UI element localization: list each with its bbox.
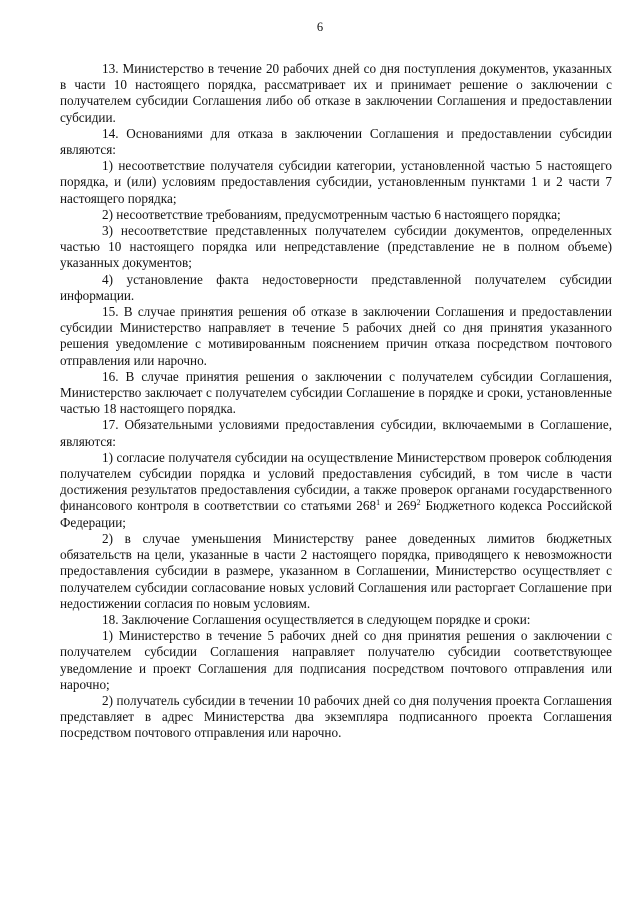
paragraph-17: 17. Обязательными условиями предоставления субсидии, включаемыми в Соглашение, являются: xyxy=(60,417,612,449)
paragraph-17-item-1-text-c: Бюджетного кодекса Российской Федерации; xyxy=(60,498,612,530)
paragraph-15: 15. В случае принятия решения об отказе в заключении Соглашения и предоставлении субсидии Министерство направляет в течение 5 рабочих дней со дня принятия указанного решения уведомление с мотивированным пояснением причин отказа посредством почтового отправления или нарочно. xyxy=(60,304,612,368)
paragraph-14-item-4: 4) установление факта недостоверности представленной получателем субсидии информации. xyxy=(60,271,612,303)
paragraph-17-item-2: 2) в случае уменьшения Министерству ранее доведенных лимитов бюджетных обязательств на цели, указанные в части 2 настоящего порядка, приводящего к невозможности предоставления субсидии в размере, указанном в Соглашении, Министерство осуществляет с получателем субсидии согласование новых условий Соглашения или расторгает Соглашение при недостижении согласия по новым условиям. xyxy=(60,530,612,611)
paragraph-17-item-1 xyxy=(60,450,612,531)
paragraph-14-item-2: 2) несоответствие требованиям, предусмотренным частью 6 настоящего порядка; xyxy=(102,206,561,222)
paragraph-17-item-1-text-a: 1) согласие получателя субсидии на осуществление Министерством проверок соблюдения получателем субсидии порядка и условий предоставления субсидий, в том числе в части достижения результатов предоставления субсидии, а также проверок органами государственного финансового контроля в соответствии со статьями 268 xyxy=(60,449,612,514)
paragraph-14-item-1: 1) несоответствие получателя субсидии категории, установленной частью 5 настоящего порядка, и (или) условиям предоставления субсидии, установленным пунктами 1 и 2 части 7 настоящего порядка; xyxy=(60,158,612,206)
document-body xyxy=(60,61,612,742)
superscript-2: 2 xyxy=(416,498,421,508)
paragraph-17-item-1-text-b: и 269 xyxy=(380,498,417,514)
paragraph-14-item-3: 3) несоответствие представленных получателем субсидии документов, определенных частью 10 настоящего порядка или непредставление (представление не в полном объеме) указанных документов; xyxy=(60,223,612,271)
paragraph-18: 18. Заключение Соглашения осуществляется в следующем порядке и сроки: xyxy=(102,611,531,627)
paragraph-16: 16. В случае принятия решения о заключении с получателем субсидии Соглашения, Министерство заключает с получателем субсидии Соглашение в порядке и сроки, установленные частью 18 настоящего порядка. xyxy=(60,368,612,417)
superscript-1: 1 xyxy=(376,498,381,508)
paragraph-14: 14. Основаниями для отказа в заключении Соглашения и предоставлении субсидии являются: xyxy=(60,125,612,158)
paragraph-13: 13. Министерство в течение 20 рабочих дней со дня поступления документов, указанных в части 10 настоящего порядка, рассматривает их и принимает решение о заключении с получателем субсидии Соглашения либо об отказе в заключении Соглашения и предоставлении субсидии. xyxy=(60,61,612,125)
page-number: 6 xyxy=(316,20,324,34)
paragraph-18-item-1: 1) Министерство в течение 5 рабочих дней со дня принятия решения о заключении с получателем субсидии Соглашения направляет получателю субсидии соответствующее уведомление и проект Соглашения для подписания посредством почтового отправления или нарочно; xyxy=(60,628,612,692)
paragraph-18-item-2: 2) получатель субсидии в течении 10 рабочих дней со дня получения проекта Соглашения представляет в адрес Министерства два экземпляра подписанного проекта Соглашения посредством почтового отправления или нарочно. xyxy=(60,692,612,741)
